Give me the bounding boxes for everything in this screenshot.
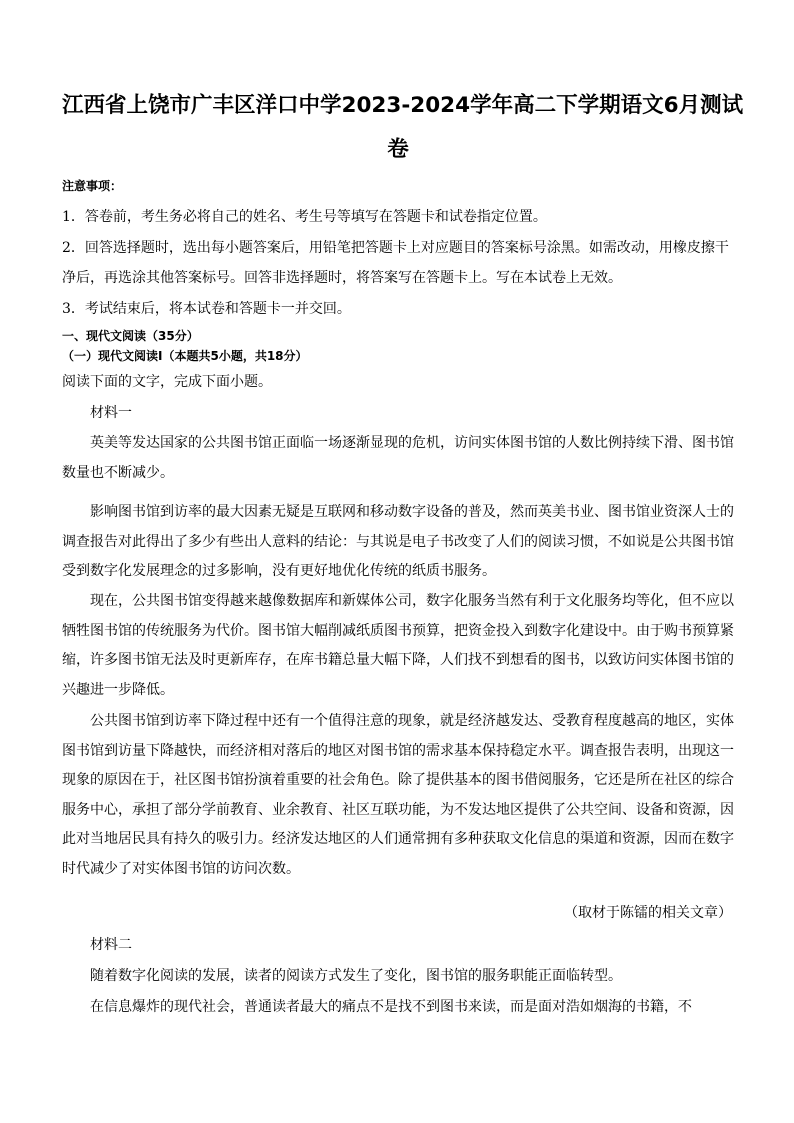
material-1-paragraph-2: 影响图书馆到访率的最大因素无疑是互联网和移动数字设备的普及，然而英美书业、图书馆业资深人士的调查报告对此得出了多少有些出人意料的结论：与其说是电子书改变了人们的阅读习惯，不如说是公共图书馆受到数字化发展理念的过多影响，没有更好地优化传统的纸质书服务。 — [62, 504, 734, 579]
exam-title — [62, 88, 744, 168]
material-1-paragraph-3: 现在，公共图书馆变得越来越像数据库和新媒体公司，数字化服务当然有利于文化服务均等化，但不应以牺牲图书馆的传统服务为代价。图书馆大幅削减纸质图书预算，把资金投入到数字化建设中。由于购书预算紧缩，许多图书馆无法及时更新库存，在库书籍总量大幅下降，人们找不到想看的图书，以致访问实体图书馆的兴趣进一步降低。 — [62, 593, 734, 698]
material-2-paragraph-2: 在信息爆炸的现代社会，普通读者最大的痛点不是找不到图书来读，而是面对浩如烟海的书籍，不 — [90, 999, 692, 1015]
notes-item-3: 3．考试结束后，将本试卷和答题卡一并交回。 — [62, 301, 351, 317]
reading-instruction: 阅读下面的文字，完成下面小题。 — [62, 374, 272, 390]
notes-item-2-line-2: 净后，再选涂其他答案标号。回答非选择题时，将答案写在答题卡上。写在本试卷上无效。 — [62, 270, 622, 286]
material-1-label: 材料一 — [90, 405, 132, 421]
section-subheading: （一）现代文阅读Ⅰ（本题共5小题，共18分） — [62, 349, 308, 363]
section-heading: 一、现代文阅读（35分） — [62, 329, 199, 343]
notes-item-2-line-1: 2．回答选择题时，选出每小题答案后，用铅笔把答题卡上对应题目的答案标号涂黑。如需改动，用橡皮擦干 — [62, 240, 729, 256]
material-1-source: （取材于陈镭的相关文章） — [564, 905, 732, 921]
notes-heading: 注意事项： — [62, 179, 123, 193]
exam-title-line-2: 卷 — [387, 137, 409, 162]
material-1-paragraph-4: 公共图书馆到访率下降过程中还有一个值得注意的现象，就是经济越发达、受教育程度越高的地区，实体图书馆到访量下降越快，而经济相对落后的地区对图书馆的需求基本保持稳定水平。调查报告表明，出现这一现象的原因在于，社区图书馆扮演着重要的社会角色。除了提供基本的图书借阅服务，它还是所在社区的综合服务中心，承担了部分学前教育、业余教育、社区互联功能，为不发达地区提供了公共空间、设备和资源，因此对当地居民具有持久的吸引力。经济发达地区的人们通常拥有多种获取文化信息的渠道和资源，因而在数字时代减少了对实体图书馆的访问次数。 — [62, 713, 734, 877]
material-2-paragraph-1: 随着数字化阅读的发展，读者的阅读方式发生了变化，图书馆的服务职能正面临转型。 — [90, 968, 622, 984]
notes-item-1: 1．答卷前，考生务必将自己的姓名、考生号等填写在答题卡和试卷指定位置。 — [62, 209, 547, 225]
exam-title-line-1: 江西省上饶市广丰区洋口中学2023-2024学年高二下学期语文6月测试 — [62, 93, 744, 118]
material-1-paragraph-1: 英美等发达国家的公共图书馆正面临一场逐渐显现的危机，访问实体图书馆的人数比例持续下滑、图书馆数量也不断减少。 — [62, 435, 734, 481]
material-2-label: 材料二 — [90, 937, 132, 953]
